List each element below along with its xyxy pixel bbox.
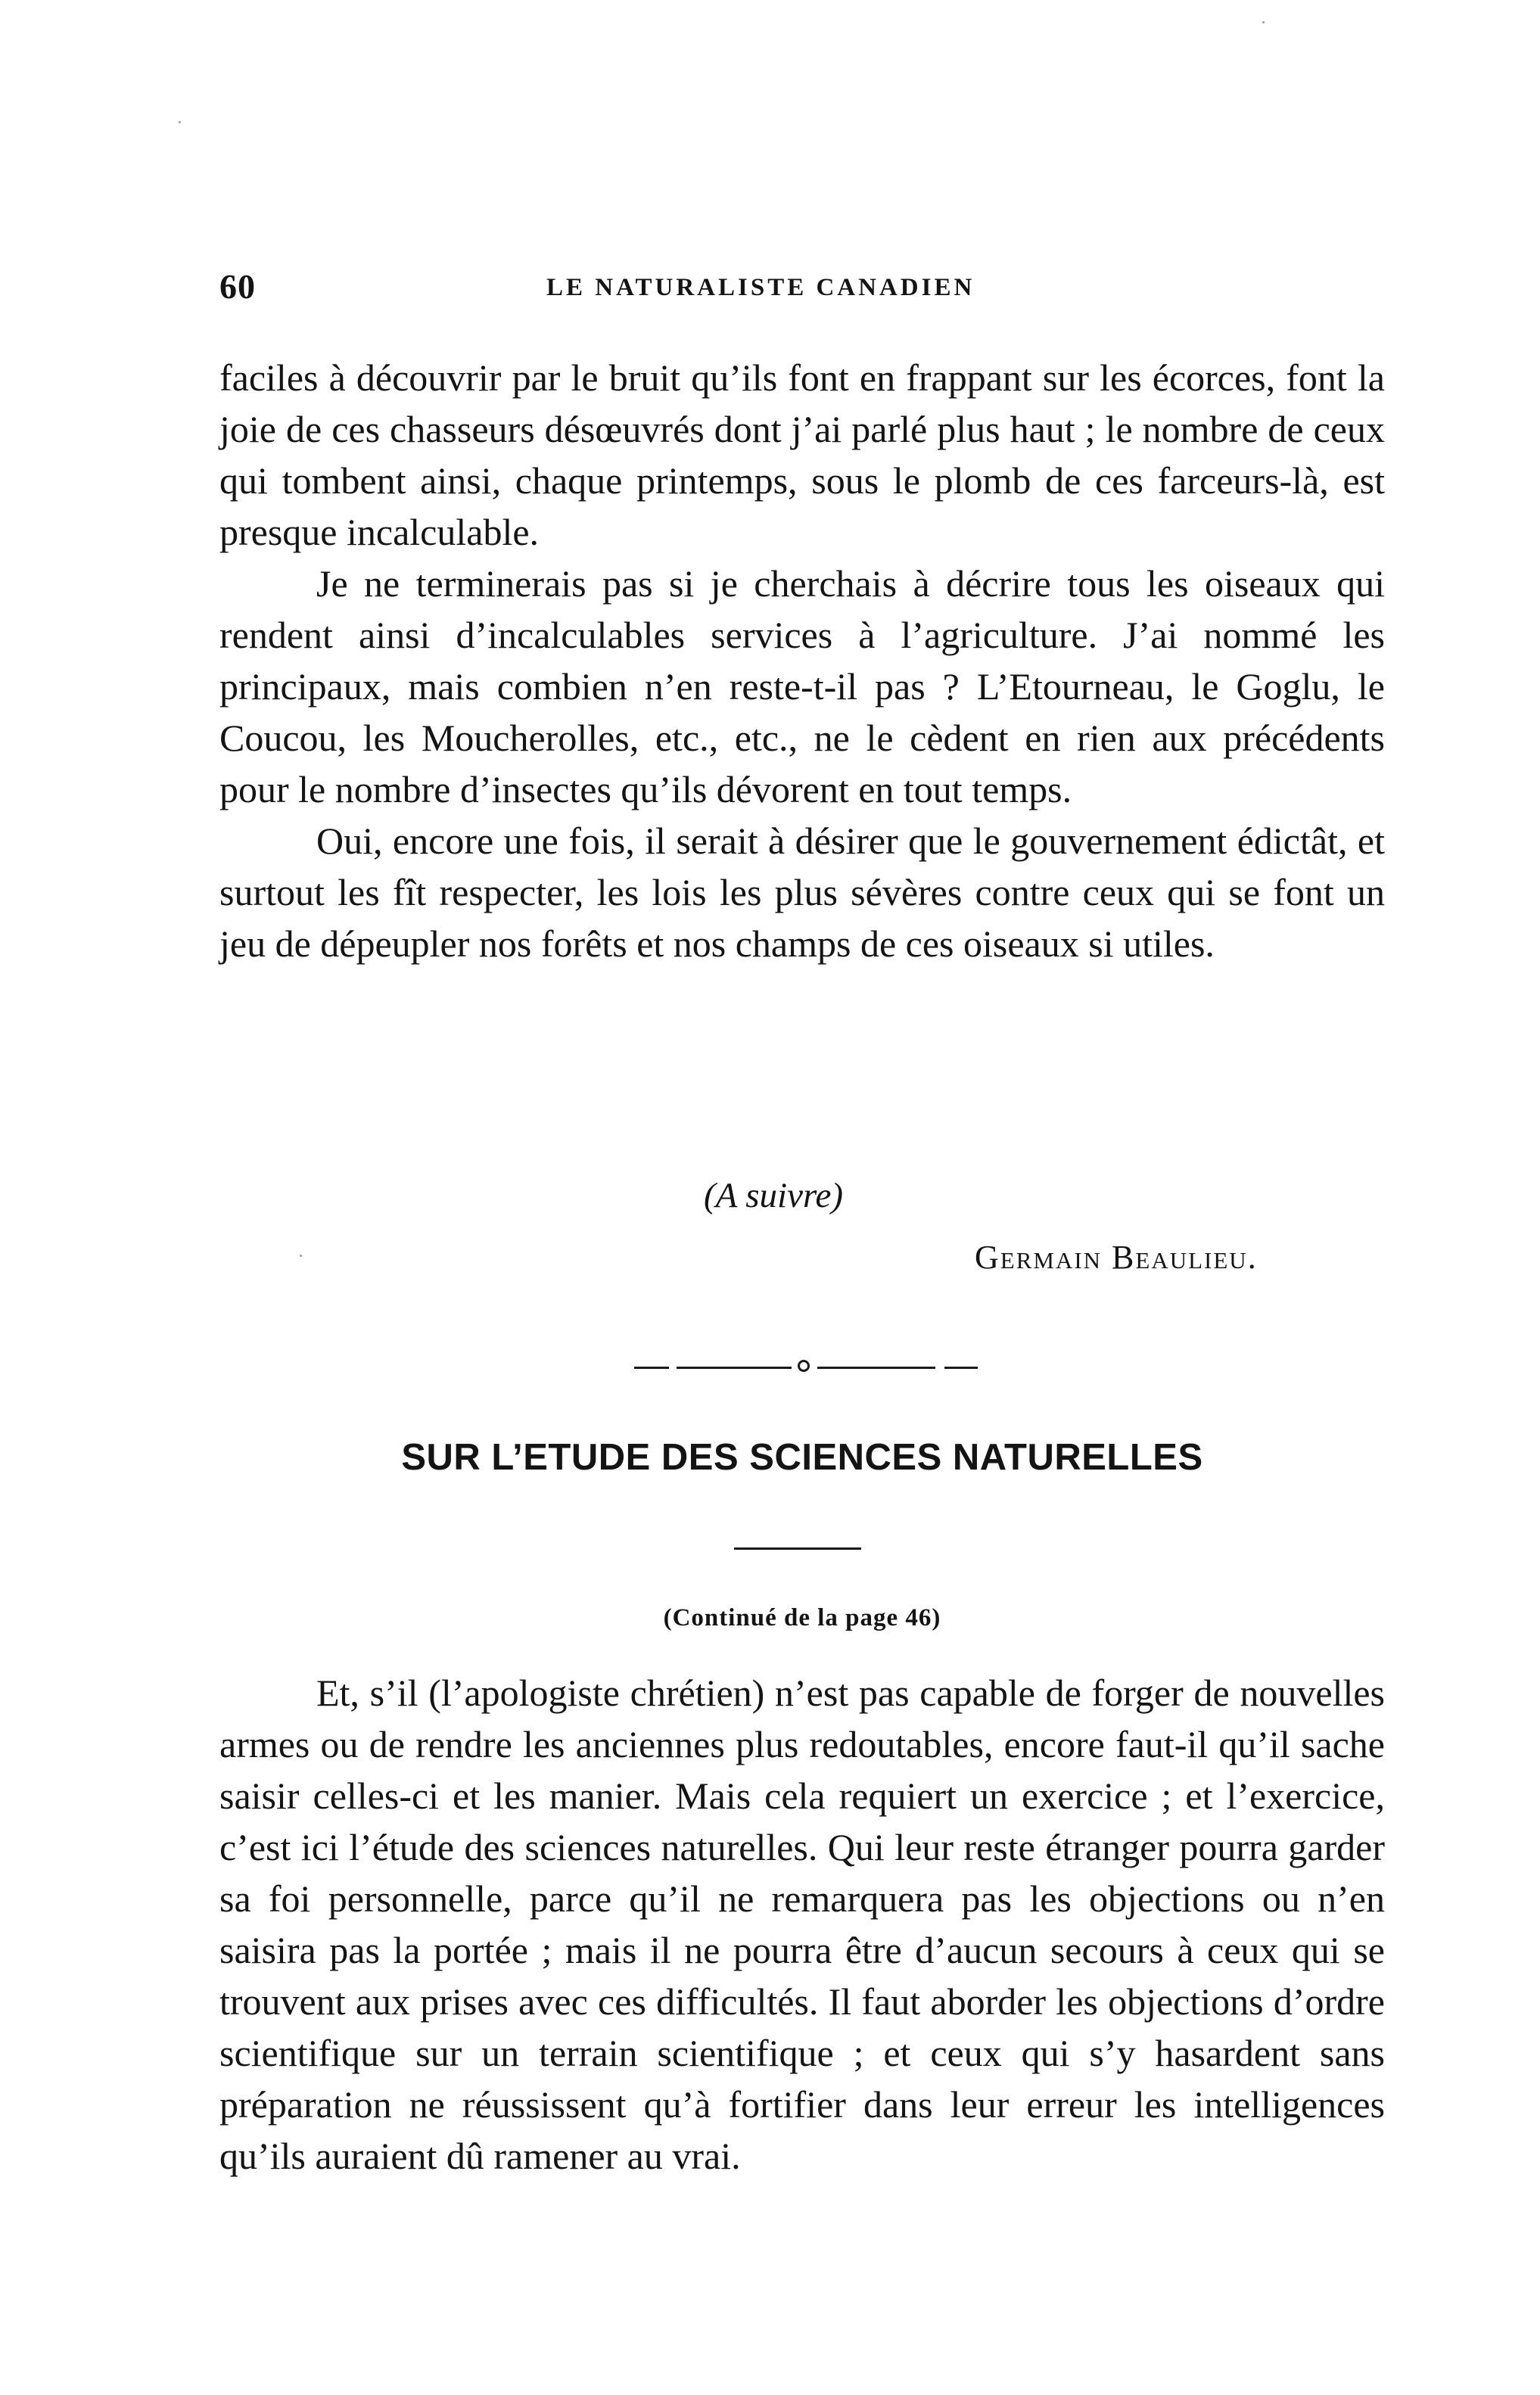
paragraph: Je ne terminerais pas si je cherchais à décrire tous les oiseaux qui rendent ainsi d’incalculables services à l’agriculture. J’ai nommé les principaux, mais combien n’en reste-t-il pas ? L’Etourneau, le Goglu, le Coucou, les Moucherolles, etc., etc., ne le cèdent en rien aux précédents pour le nombre d’insectes qu’ils dévorent en tout temps. (219, 562, 1385, 810)
continued-note: (Continué de la page 46) (663, 1604, 941, 1631)
paper-speck (300, 1255, 302, 1257)
title-rule (734, 1547, 861, 1550)
running-head: LE NATURALISTE CANADIEN (546, 274, 975, 301)
paragraph: Oui, encore une fois, il serait à désirer que le gouvernement édictât, et surtout les fît respecter, les lois les plus sévères contre ceux qui se font un jeu de dépeupler nos forêts et nos champs de ces oiseaux si utiles. (219, 820, 1385, 965)
separator-line (634, 1367, 669, 1369)
paragraph: Et, s’il (l’apologiste chrétien) n’est pas capable de forger de nouvelles armes ou de rendre les anciennes plus redoutables, encore faut-il qu’il sache saisir celles-ci et les manier. Mais cela requiert un exercice ; et l’exercice, c’est ici l’étude des sciences naturelles. Qui leur reste étranger pourra garder sa foi personnelle, parce qu’il ne remarquera pas les objections ou n’en saisira pas la portée ; mais il ne pourra être d’aucun secours à ceux qui se trouvent aux prises avec ces difficultés. Il faut aborder les objections d’ordre scientifique sur un terrain scientifique ; et ceux qui s’y hasardent sans préparation ne réussissent qu’à fortifier dans leur erreur les intelligences qu’ils auraient dû ramener au vrai. (219, 1672, 1385, 2177)
to-be-continued-note: (A suivre) (704, 1176, 844, 1215)
separator-ornament (798, 1360, 810, 1372)
separator-line (817, 1367, 935, 1369)
section-separator (634, 1351, 978, 1382)
author-signature: Germain Beaulieu. (975, 1239, 1258, 1276)
paper-speck (179, 121, 181, 123)
previous-article-ending (219, 352, 1385, 969)
separator-line (944, 1367, 978, 1369)
separator-line (677, 1367, 792, 1369)
page-header (219, 266, 1385, 319)
page-number: 60 (219, 267, 256, 306)
paragraph: faciles à découvrir par le bruit qu’ils font en frappant sur les écorces, font la joie de ces chasseurs désœuvrés dont j’ai parlé plus haut ; le nombre de ceux qui tombent ainsi, chaque printemps, sous le plomb de ces farceurs-là, est presque incalculable. (219, 356, 1385, 553)
article-body (219, 1667, 1385, 2182)
article-title: SUR L’ETUDE DES SCIENCES NATURELLES (401, 1437, 1203, 1478)
paper-speck (1262, 21, 1265, 23)
